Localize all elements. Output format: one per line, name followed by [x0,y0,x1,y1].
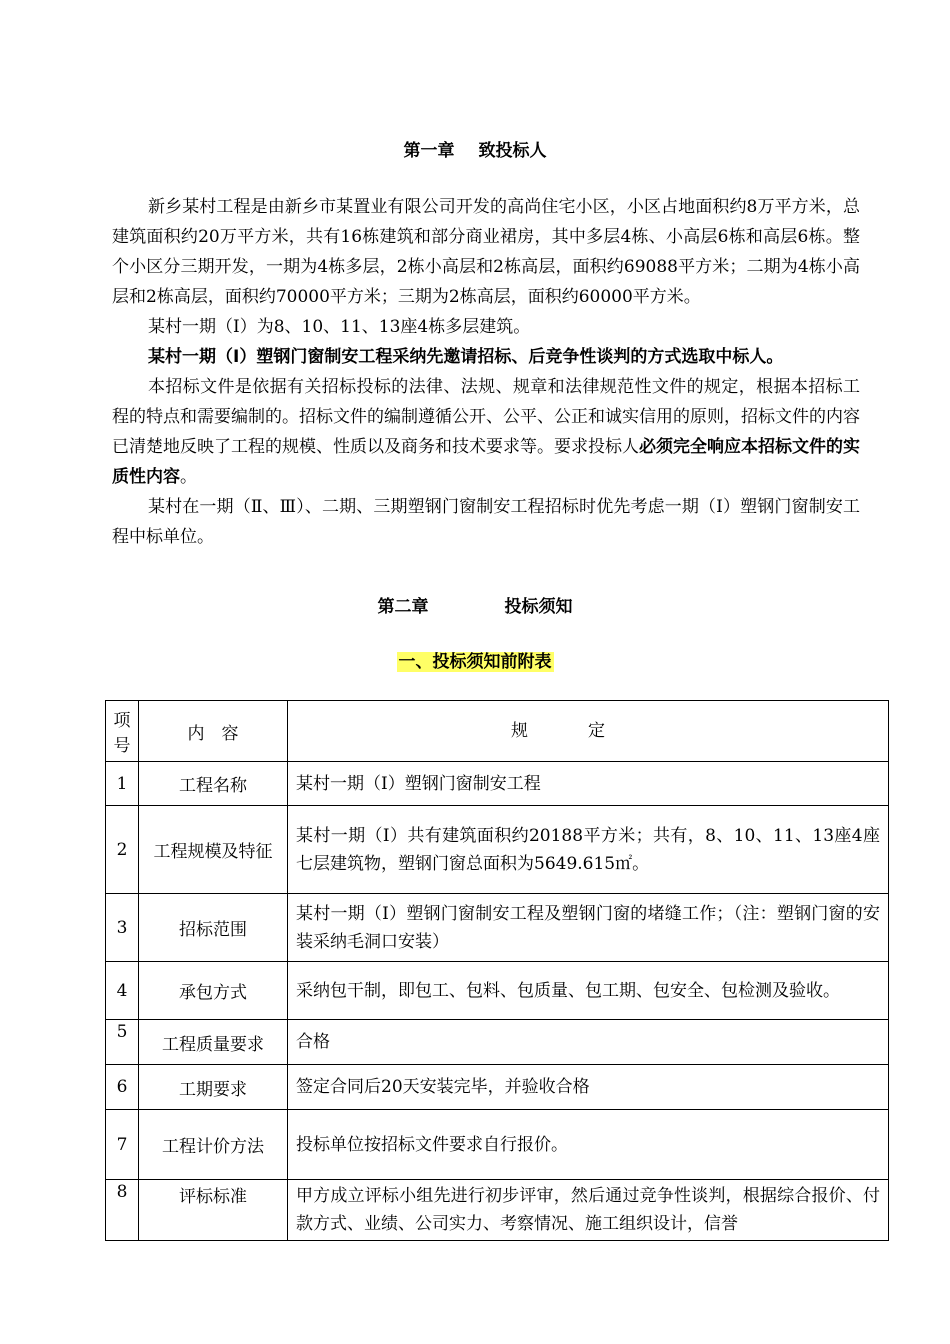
row-item: 工期要求 [139,1065,288,1110]
row-rule: 某村一期（Ⅰ）塑钢门窗制安工程 [288,762,889,806]
row-rule: 甲方成立评标小组先进行初步评审，然后通过竞争性谈判，根据综合报价、付款方式、业绩、公司实力、考察情况、施工组织设计，信誉 [288,1180,889,1241]
row-item: 评标标准 [139,1180,288,1241]
paragraph-project-overview: 新乡某村工程是由新乡市某置业有限公司开发的高尚住宅小区，小区占地面积约8万平方米，总建筑面积约20万平方米，共有16栋建筑和部分商业裙房，其中多层4栋、小高层6栋和高层6栋。整个小区分三期开发，一期为4栋多层，2栋小高层和2栋高层，面积约69088平方米；二期为4栋小高层和2栋高层，面积约70000平方米；三期为2栋高层，面积约60000平方米。 [112,197,860,307]
row-rule: 合格 [288,1020,889,1065]
chapter1-number: 第一章 [403,141,455,161]
row-item: 工程名称 [139,762,288,806]
table-row [106,806,889,894]
table-row [106,1065,889,1110]
section-title-text: 一、投标须知前附表 [398,652,552,672]
row-no: 4 [106,962,139,1020]
chapter1-title [0,139,950,163]
chapter1-heading: 致投标人 [478,141,547,161]
document-basis-end: 。 [180,467,197,487]
row-no: 5 [106,1020,139,1065]
chapter1-body [112,192,860,552]
row-item: 招标范围 [139,894,288,962]
row-no: 2 [106,806,139,894]
table-row [106,962,889,1020]
section-title [0,650,950,674]
row-rule: 投标单位按招标文件要求自行报价。 [288,1110,889,1180]
paragraph-bidding-method: 某村一期（Ⅰ）塑钢门窗制安工程采纳先邀请招标、后竞争性谈判的方式选取中标人。 [148,347,784,367]
row-no: 7 [106,1110,139,1180]
paragraph-phase1-buildings: 某村一期（Ⅰ）为8、10、11、13座4栋多层建筑。 [148,317,531,337]
table-header-row [106,701,889,762]
table-row [106,1110,889,1180]
chapter2-number: 第二章 [377,597,429,617]
row-item: 工程质量要求 [139,1020,288,1065]
header-rule: 规定 [288,701,889,762]
chapter2-heading: 投标须知 [504,597,573,617]
paragraph-document-basis [112,372,860,492]
table-row [106,1020,889,1065]
bid-instructions-table [105,700,889,1241]
row-no: 1 [106,762,139,806]
row-rule: 采纳包干制，即包工、包料、包质量、包工期、包安全、包检测及验收。 [288,962,889,1020]
header-no: 项号 [106,701,139,762]
row-rule: 签定合同后20天安装完毕，并验收合格 [288,1065,889,1110]
table-row [106,894,889,962]
row-item: 工程规模及特征 [139,806,288,894]
row-no: 3 [106,894,139,962]
row-no: 6 [106,1065,139,1110]
chapter2-title [0,595,950,619]
row-item: 工程计价方法 [139,1110,288,1180]
paragraph-priority: 某村在一期（Ⅱ、Ⅲ）、二期、三期塑钢门窗制安工程招标时优先考虑一期（Ⅰ）塑钢门窗制安工程中标单位。 [112,497,860,547]
document-basis-emphasis: 必须完全响应本招标文件的实质性内容 [112,437,860,487]
header-item: 内 容 [139,701,288,762]
table-row [106,1180,889,1241]
table-row [106,762,889,806]
row-rule: 某村一期（Ⅰ）共有建筑面积约20188平方米；共有，8、10、11、13座4座七层建筑物，塑钢门窗总面积为5649.615㎡。 [288,806,889,894]
row-no: 8 [106,1180,139,1241]
row-rule: 某村一期（Ⅰ）塑钢门窗制安工程及塑钢门窗的堵缝工作；（注：塑钢门窗的安装采纳毛洞口安装） [288,894,889,962]
document-basis-text: 本招标文件是依据有关招标投标的法律、法规、规章和法律规范性文件的规定，根据本招标工程的特点和需要编制的。招标文件的编制遵循公开、公平、公正和诚实信用的原则，招标文件的内容已清楚地反映了工程的规模、性质以及商务和技术要求等。要求投标人 [112,377,860,457]
row-item: 承包方式 [139,962,288,1020]
